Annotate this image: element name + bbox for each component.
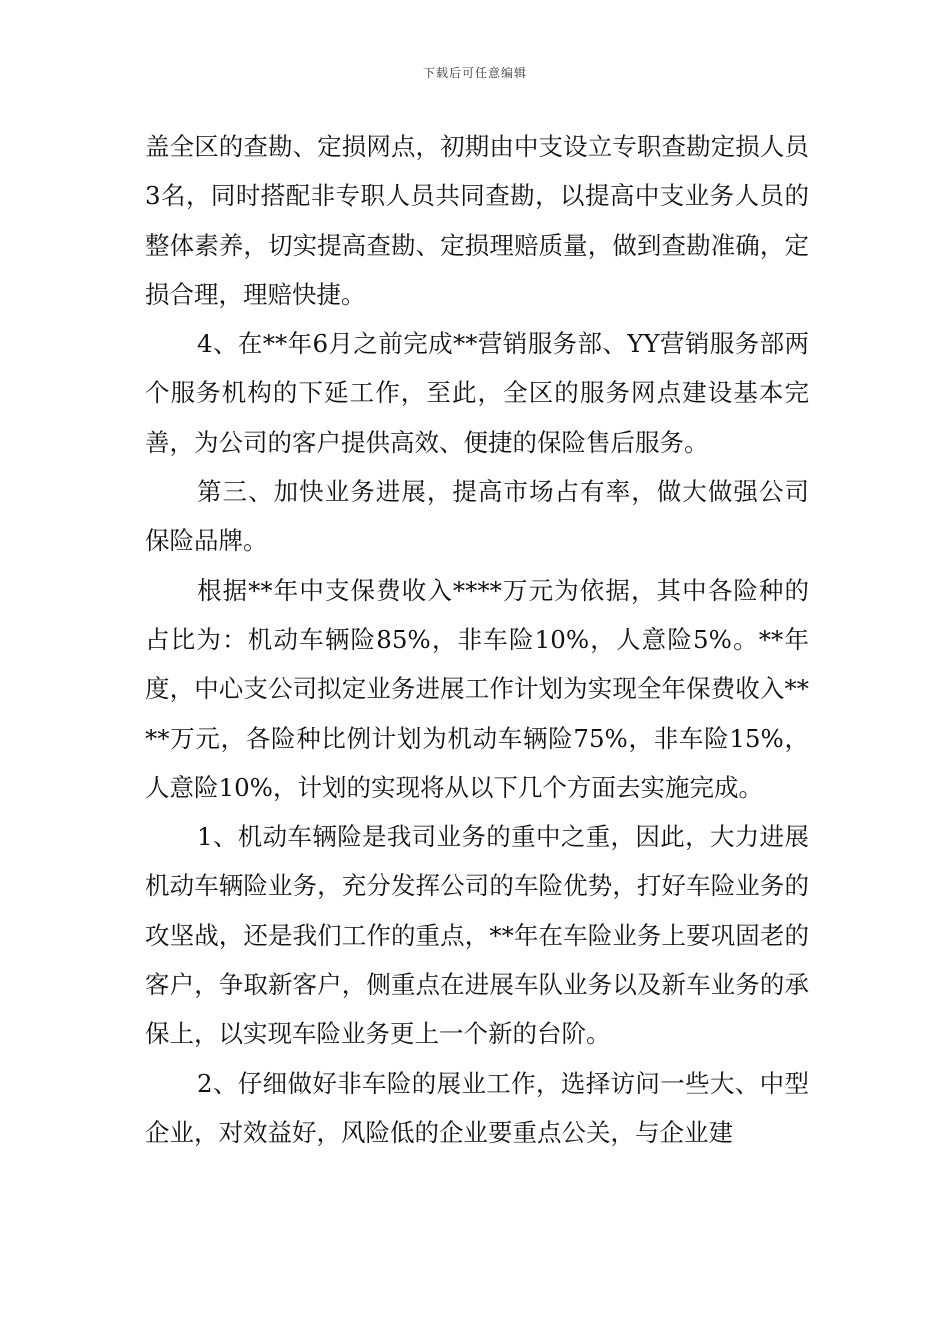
paragraph-6: 2、仔细做好非车险的展业工作，选择访问一些大、中型企业，对效益好，风险低的企业要重点公关，与企业建 bbox=[145, 1068, 809, 1147]
paragraph-5: 1、机动车辆险是我司业务的重中之重，因此，大力进展机动车辆险业务，充分发挥公司的车险优势，打好车险业务的攻坚战，还是我们工作的重点，**年在车险业务上要巩固老的客户，争取新客户，侧重点在进展车队业务以及新车业务的承保上，以实现车险业务更上一个新的台阶。 bbox=[145, 822, 809, 1049]
paragraph-2: 4、在**年6月之前完成**营销服务部、YY营销服务部两个服务机构的下延工作，至此，全区的服务网点建设基本完善，为公司的客户提供高效、便捷的保险售后服务。 bbox=[145, 329, 809, 457]
page-header-note: 下载后可任意编辑 bbox=[422, 66, 527, 80]
paragraph-1: 盖全区的查勘、定损网点，初期由中支设立专职查勘定损人员3名，同时搭配非专职人员共同查勘，以提高中支业务人员的整体素养，切实提高查勘、定损理赔质量，做到查勘准确，定损合理，理赔快捷。 bbox=[145, 132, 809, 309]
paragraph-4: 根据**年中支保费收入****万元为依据，其中各险种的占比为：机动车辆险85%，非车险10%，人意险5%。**年度，中心支公司拟定业务进展工作计划为实现全年保费收入****万元，各险种比例计划为机动车辆险75%，非车险15%，人意险10%，计划的实现将从以下几个方面去实施完成。 bbox=[145, 575, 809, 802]
document-body bbox=[145, 122, 809, 1157]
paragraph-3: 第三、加快业务进展，提高市场占有率，做大做强公司保险品牌。 bbox=[145, 477, 809, 556]
